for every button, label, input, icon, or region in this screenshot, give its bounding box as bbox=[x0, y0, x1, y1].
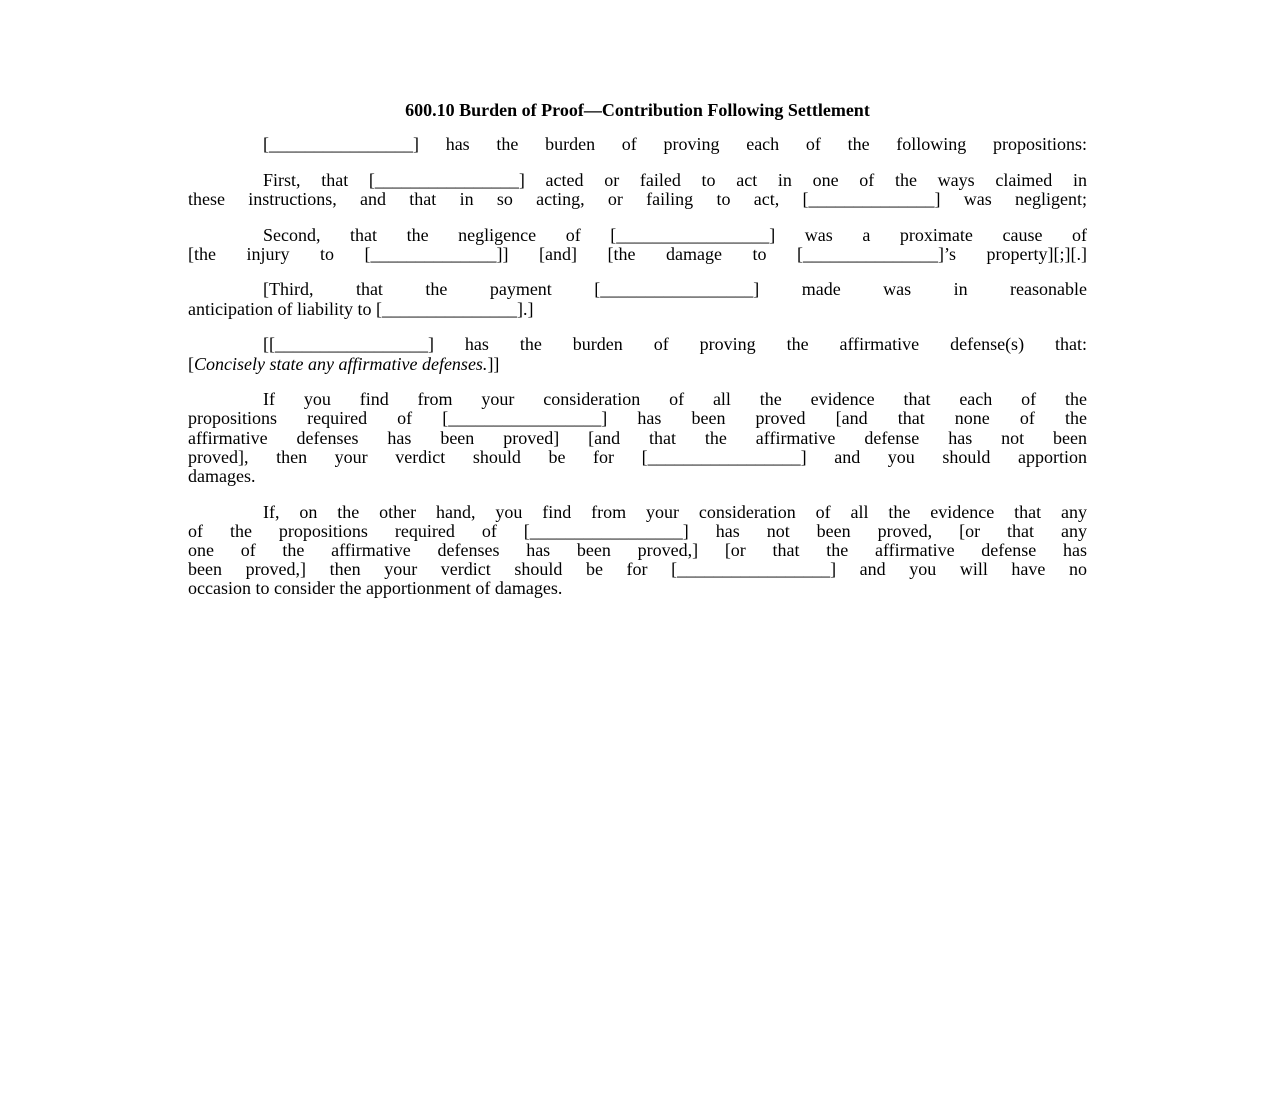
paragraph bbox=[188, 280, 1087, 318]
text-line: affirmative defenses has been proved] [and that the affirmative defense has not been bbox=[188, 427, 1087, 448]
text-line: of the propositions required of [_________________] has not been proved, [or that any bbox=[188, 520, 1087, 541]
text-line: [________________] has the burden of proving each of the following propositions: bbox=[263, 134, 1087, 154]
bracket: ]] bbox=[487, 353, 500, 374]
paragraph bbox=[188, 135, 1087, 154]
text-line: [the injury to [______________]] [and] [the damage to [_______________]’s property][;][.] bbox=[188, 243, 1087, 264]
text-line: First, that [________________] acted or failed to act in one of the ways claimed in bbox=[263, 169, 1087, 190]
text-line: anticipation of liability to [_______________].] bbox=[188, 298, 534, 319]
italic-instruction: Concisely state any affirmative defenses. bbox=[194, 353, 488, 374]
text-line: Second, that the negligence of [_________________] was a proximate cause of bbox=[263, 224, 1087, 245]
paragraph bbox=[188, 335, 1087, 373]
text-line: [[_________________] has the burden of proving the affirmative defense(s) that: bbox=[263, 334, 1087, 355]
paragraph bbox=[188, 390, 1087, 486]
text-line: damages. bbox=[188, 465, 256, 486]
text-line: If you find from your consideration of all the evidence that each of the bbox=[263, 389, 1087, 410]
document-body bbox=[188, 135, 1087, 615]
text-line: been proved,] then your verdict should be for [_________________] and you will have no bbox=[188, 559, 1087, 580]
text-line: occasion to consider the apportionment of damages. bbox=[188, 578, 563, 599]
paragraph bbox=[188, 503, 1087, 599]
paragraph bbox=[188, 226, 1087, 264]
text-line bbox=[188, 355, 1087, 374]
text-line: proved], then your verdict should be for [_________________] and you should apportion bbox=[188, 446, 1087, 467]
text-line: [Third, that the payment [_________________] made was in reasonable bbox=[263, 279, 1087, 300]
text-line: one of the affirmative defenses has been proved,] [or that the affirmative defense has bbox=[188, 540, 1087, 560]
paragraph bbox=[188, 171, 1087, 209]
text-line: these instructions, and that in so acting, or failing to act, [______________] was negligent; bbox=[188, 188, 1087, 209]
text-line: propositions required of [_________________] has been proved [and that none of the bbox=[188, 408, 1087, 429]
bracket: [ bbox=[188, 353, 194, 374]
text-line: If, on the other hand, you find from your consideration of all the evidence that any bbox=[263, 501, 1087, 522]
document-title: 600.10 Burden of Proof—Contribution Following Settlement bbox=[405, 100, 870, 120]
